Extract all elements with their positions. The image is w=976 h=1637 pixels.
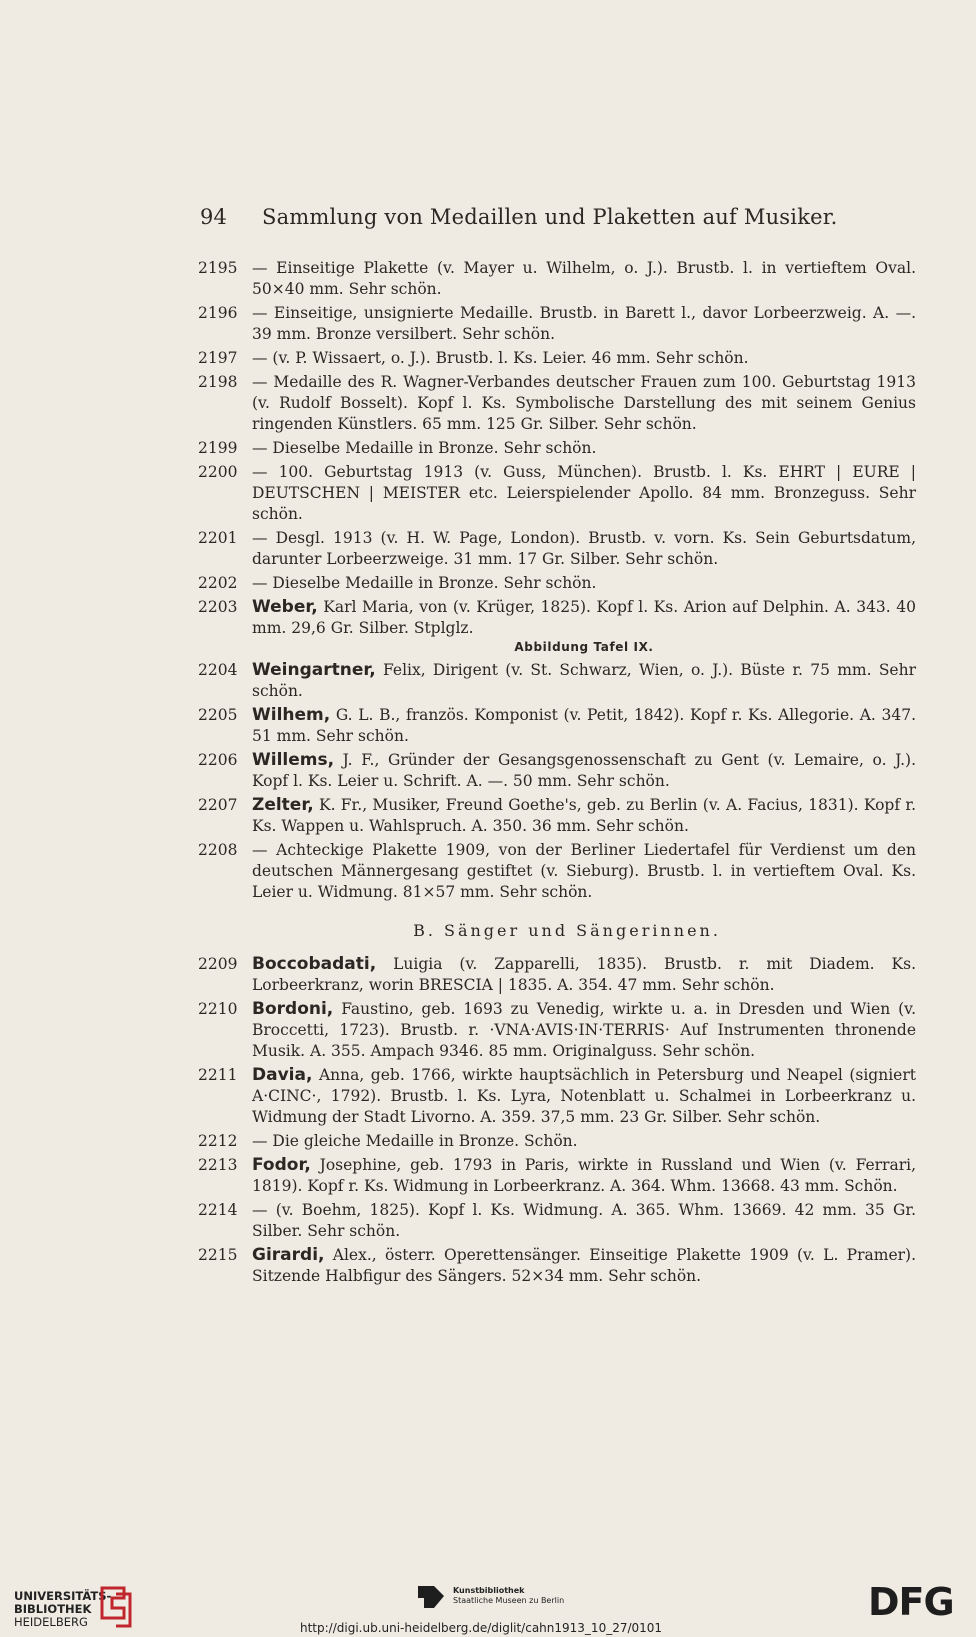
dfg-logo: DFG: [868, 1580, 954, 1624]
entry-name: Weingartner,: [252, 660, 376, 680]
kunstbibliothek-label: [453, 1586, 564, 1606]
entry-text: Karl Maria, von (v. Krüger, 1825). Kopf l. Ks. Arion auf Delphin. A. 343. 40 mm. 29,6 Gr. Silber. Stplglz.: [252, 598, 916, 637]
catalogue-entry: [198, 1065, 916, 1128]
entry-name: Wilhem,: [252, 705, 331, 725]
entry-text: — Dieselbe Medaille in Bronze. Sehr schön.: [252, 574, 597, 592]
entry-text: Luigia (v. Zapparelli, 1835). Brustb. r. mit Diadem. Ks. Lorbeerkranz, worin BRESCIA | 1835. A. 354. 47 mm. Sehr schön.: [252, 955, 916, 994]
entry-text: — (v. Boehm, 1825). Kopf l. Ks. Widmung. A. 365. Whm. 13669. 42 mm. 35 Gr. Silber. Sehr schön.: [252, 1201, 916, 1240]
catalogue-entry: [198, 795, 916, 837]
entry-text: Josephine, geb. 1793 in Paris, wirkte in Russland und Wien (v. Ferrari, 1819). Kopf r. Ks. Widmung in Lorbeerkranz. A. 364. Whm. 13668. 43 mm. Schön.: [252, 1156, 916, 1195]
catalogue-entry: [198, 660, 916, 702]
entry-name: Willems,: [252, 750, 335, 770]
entry-number: 2196: [198, 304, 238, 322]
catalogue-entry: [198, 438, 916, 459]
entry-text: — (v. P. Wissaert, o. J.). Brustb. l. Ks. Leier. 46 mm. Sehr schön.: [252, 349, 749, 367]
catalogue-entry: [198, 1200, 916, 1242]
entry-number: 2202: [198, 574, 238, 592]
catalogue-entry: [198, 303, 916, 345]
entry-number: 2212: [198, 1132, 238, 1150]
kunstbibliothek-logo-icon: [416, 1584, 446, 1610]
catalogue-entry: [198, 348, 916, 369]
entry-name: Davia,: [252, 1065, 313, 1085]
catalogue-entry: [198, 258, 916, 300]
entry-number: 2200: [198, 463, 238, 481]
entry-number: 2210: [198, 1000, 238, 1018]
catalogue-entry: [198, 705, 916, 747]
university-library-label: [14, 1590, 111, 1629]
entry-number: 2199: [198, 439, 238, 457]
catalogue-entry: [198, 573, 916, 594]
entry-number: 2201: [198, 529, 238, 547]
catalogue-entry: [198, 954, 916, 996]
uni-label-line: UNIVERSITÄTS-: [14, 1589, 112, 1603]
entry-text: — Medaille des R. Wagner-Verbandes deutscher Frauen zum 100. Geburtstag 1913 (v. Rudolf Bosselt). Kopf l. Ks. Symbolische Darstellung des mit seinem Genius ringenden Künstlers. 65 mm. 125 Gr. Silber. Sehr schön.: [252, 373, 916, 433]
entry-text: — 100. Geburtstag 1913 (v. Guss, München). Brustb. l. Ks. EHRT | EURE | DEUTSCHEN | MEISTER etc. Leierspielender Apollo. 84 mm. Bronzeguss. Sehr schön.: [252, 463, 916, 523]
entry-number: 2214: [198, 1201, 238, 1219]
entry-text: — Einseitige Plakette (v. Mayer u. Wilhelm, o. J.). Brustb. l. in vertieftem Oval. 50×40 mm. Sehr schön.: [252, 259, 916, 298]
uni-label-line: BIBLIOTHEK: [14, 1602, 92, 1616]
entry-number: 2215: [198, 1246, 238, 1264]
entry-number: 2197: [198, 349, 238, 367]
entry-name: Bordoni,: [252, 999, 334, 1019]
entry-name: Fodor,: [252, 1155, 311, 1175]
footer-bar: [0, 1560, 976, 1637]
catalogue-entry: [198, 597, 916, 639]
university-logo-icon: [98, 1582, 134, 1630]
catalogue-entry: [198, 999, 916, 1062]
entry-text: — Dieselbe Medaille in Bronze. Sehr schön.: [252, 439, 597, 457]
catalogue-entry: [198, 750, 916, 792]
catalogue-entry: [198, 840, 916, 903]
kb-label-line: Kunstbibliothek: [453, 1586, 525, 1595]
entry-text: — Desgl. 1913 (v. H. W. Page, London). Brustb. v. vorn. Ks. Sein Geburtsdatum, darunter Lorbeerzweige. 31 mm. 17 Gr. Silber. Sehr schön.: [252, 529, 916, 568]
entry-text: — Achteckige Plakette 1909, von der Berliner Liedertafel für Verdienst um den deutschen Männergesang gestiftet (v. Sieburg). Brustb. l. in vertieftem Oval. Ks. Leier u. Widmung. 81×57 mm. Sehr schön.: [252, 841, 916, 901]
entry-name: Boccobadati,: [252, 954, 377, 974]
entry-number: 2206: [198, 751, 238, 769]
source-url[interactable]: http://digi.ub.uni-heidelberg.de/diglit/cahn1913_10_27/0101: [300, 1621, 663, 1635]
entry-text: Felix, Dirigent (v. St. Schwarz, Wien, o. J.). Büste r. 75 mm. Sehr schön.: [252, 661, 916, 700]
entry-number: 2209: [198, 955, 238, 973]
entry-number: 2205: [198, 706, 238, 724]
catalogue-entry: [198, 528, 916, 570]
entry-number: 2195: [198, 259, 238, 277]
entry-text: J. F., Gründer der Gesangsgenossenschaft zu Gent (v. Lemaire, o. J.). Kopf l. Ks. Leier u. Schrift. A. —. 50 mm. Sehr schön.: [252, 751, 916, 790]
section-title: B. Sänger und Sängerinnen.: [413, 921, 721, 940]
catalogue-entry: [198, 462, 916, 525]
entry-number: 2211: [198, 1066, 238, 1084]
entry-number: 2208: [198, 841, 238, 859]
entry-number: 2198: [198, 373, 238, 391]
catalogue-entry: [198, 1245, 916, 1287]
catalogue-entry: [198, 1155, 916, 1197]
page-header: [200, 205, 840, 229]
entry-name: Weber,: [252, 597, 318, 617]
plate-reference: Abbildung Tafel IX.: [514, 640, 654, 654]
entry-name: Girardi,: [252, 1245, 325, 1265]
entry-number: 2203: [198, 598, 238, 616]
entry-text: K. Fr., Musiker, Freund Goethe's, geb. zu Berlin (v. A. Facius, 1831). Kopf r. Ks. Wappen u. Wahlspruch. A. 350. 36 mm. Sehr schön.: [252, 796, 916, 835]
entry-name: Zelter,: [252, 795, 314, 815]
entry-number: 2213: [198, 1156, 238, 1174]
page-number: 94: [200, 205, 228, 229]
entry-number: 2207: [198, 796, 238, 814]
entry-text: Faustino, geb. 1693 zu Venedig, wirkte u. a. in Dresden und Wien (v. Broccetti, 1723). Brustb. r. ·VNA·AVIS·IN·TERRIS· Auf Instrumenten thronende Musik. A. 355. Ampach 9346. 85 mm. Originalguss. Sehr schön.: [252, 1000, 916, 1060]
entry-text: G. L. B., französ. Komponist (v. Petit, 1842). Kopf r. Ks. Allegorie. A. 347. 51 mm. Sehr schön.: [252, 706, 916, 745]
catalogue-entry: [198, 372, 916, 435]
entry-text: Alex., österr. Operettensänger. Einseitige Plakette 1909 (v. L. Pramer). Sitzende Halbfigur des Sängers. 52×34 mm. Sehr schön.: [252, 1246, 916, 1285]
catalogue-entry: [198, 1131, 916, 1152]
kb-label-line: Staatliche Museen zu Berlin: [453, 1596, 565, 1605]
entry-text: — Einseitige, unsignierte Medaille. Brustb. in Barett l., davor Lorbeerzweig. A. —. 39 mm. Bronze versilbert. Sehr schön.: [252, 304, 916, 343]
catalogue-entries: [198, 258, 916, 1290]
entry-number: 2204: [198, 661, 238, 679]
entry-text: Anna, geb. 1766, wirkte hauptsächlich in Petersburg und Neapel (signiert A·CINC·, 1792). Brustb. l. Ks. Lyra, Notenblatt u. Schalmei in Lorbeerkranz u. Widmung der Stadt Livorno. A. 359. 37,5 mm. 23 Gr. Silber. Sehr schön.: [252, 1066, 916, 1126]
uni-label-line: HEIDELBERG: [14, 1615, 88, 1629]
entry-text: — Die gleiche Medaille in Bronze. Schön.: [252, 1132, 578, 1150]
running-title: Sammlung von Medaillen und Plaketten auf Musiker.: [262, 205, 838, 229]
